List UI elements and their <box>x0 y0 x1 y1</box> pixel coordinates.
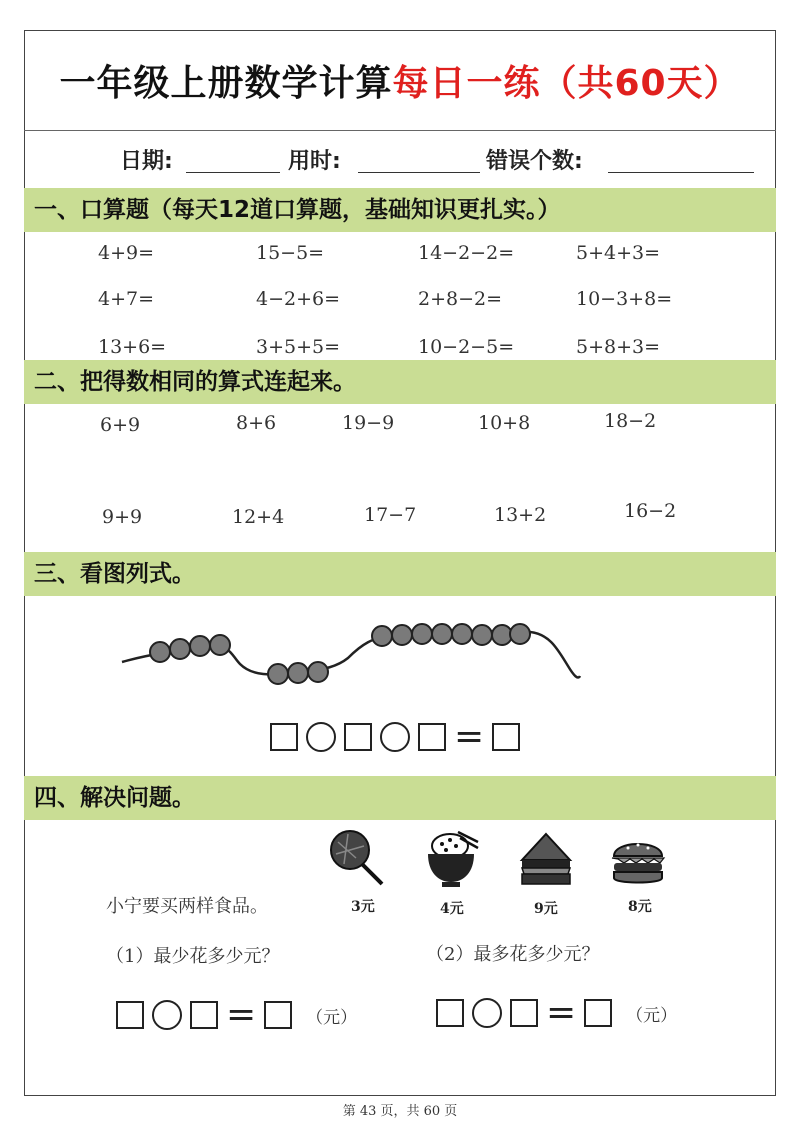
oral-problem: 4−2+6= <box>256 288 341 310</box>
time-field[interactable] <box>358 172 480 173</box>
question-1: （1）最少花多少元？ <box>106 946 280 967</box>
answer-box[interactable] <box>344 723 372 751</box>
price-label: 8元 <box>628 899 652 915</box>
date-field[interactable] <box>186 172 280 173</box>
price-label: 9元 <box>534 901 558 917</box>
oral-problem: 10−2−5= <box>418 336 515 358</box>
oral-problem: 2+8−2= <box>418 288 503 310</box>
question-2-equation <box>436 992 678 1033</box>
match-bottom-expression[interactable]: 17−7 <box>364 504 417 526</box>
errors-field[interactable] <box>608 172 754 173</box>
lollipop-icon <box>326 828 388 890</box>
answer-box[interactable] <box>584 999 612 1027</box>
equals-sign: = <box>546 992 577 1033</box>
operator-circle[interactable] <box>380 722 410 752</box>
match-bottom-expression[interactable]: 12+4 <box>232 506 285 528</box>
picture-equation <box>270 716 520 757</box>
match-top-expression[interactable]: 19−9 <box>342 412 395 434</box>
answer-box[interactable] <box>510 999 538 1027</box>
page-footer: 第 43 页，共 60 页 <box>342 1104 458 1119</box>
match-top-expression[interactable]: 18−2 <box>604 410 657 432</box>
oral-problem: 15−5= <box>256 242 325 264</box>
oral-problem: 5+8+3= <box>576 336 661 358</box>
oral-problem: 10−3+8= <box>576 288 673 310</box>
question-2: （2）最多花多少元？ <box>426 944 600 965</box>
match-bottom-expression[interactable]: 13+2 <box>494 504 547 526</box>
price-label: 3元 <box>351 899 375 915</box>
unit-label: （元） <box>306 1007 358 1028</box>
rice-bowl-icon <box>424 828 480 890</box>
answer-box[interactable] <box>264 1001 292 1029</box>
section-3-header: 三、看图列式。 <box>24 552 776 596</box>
title-main: 一年级上册数学计算 <box>59 62 393 104</box>
info-row <box>24 140 776 178</box>
divider <box>24 130 776 131</box>
match-bottom-expression[interactable]: 16−2 <box>624 500 677 522</box>
match-top-expression[interactable]: 8+6 <box>236 412 277 434</box>
sandwich-icon <box>518 830 574 888</box>
match-top-expression[interactable]: 6+9 <box>100 414 141 436</box>
equals-sign: = <box>454 716 485 757</box>
burger-icon <box>610 832 666 886</box>
time-label: 用时: <box>288 149 341 174</box>
title-highlight: 每日一练（共60天） <box>392 62 741 104</box>
price-label: 4元 <box>440 901 464 917</box>
answer-box[interactable] <box>418 723 446 751</box>
date-label: 日期: <box>120 149 173 174</box>
match-bottom-expression[interactable]: 9+9 <box>102 506 143 528</box>
oral-problem: 3+5+5= <box>256 336 341 358</box>
bead-string-picture <box>110 610 590 700</box>
oral-problem: 4+9= <box>98 242 155 264</box>
oral-problem: 13+6= <box>98 336 167 358</box>
answer-box[interactable] <box>436 999 464 1027</box>
section-2-header: 二、把得数相同的算式连起来。 <box>24 360 776 404</box>
match-top-expression[interactable]: 10+8 <box>478 412 531 434</box>
oral-problem: 14−2−2= <box>418 242 515 264</box>
question-1-equation <box>116 994 358 1035</box>
oral-problem: 4+7= <box>98 288 155 310</box>
answer-box[interactable] <box>492 723 520 751</box>
answer-box[interactable] <box>270 723 298 751</box>
problem-intro: 小宁要买两样食品。 <box>106 896 268 917</box>
oral-problem: 5+4+3= <box>576 242 661 264</box>
operator-circle[interactable] <box>306 722 336 752</box>
page-title <box>24 30 776 130</box>
unit-label: （元） <box>626 1005 678 1026</box>
section-4-header: 四、解决问题。 <box>24 776 776 820</box>
operator-circle[interactable] <box>152 1000 182 1030</box>
operator-circle[interactable] <box>472 998 502 1028</box>
answer-box[interactable] <box>190 1001 218 1029</box>
answer-box[interactable] <box>116 1001 144 1029</box>
section-1-header: 一、口算题（每天12道口算题，基础知识更扎实。） <box>24 188 776 232</box>
errors-label: 错误个数: <box>486 149 583 174</box>
equals-sign: = <box>226 994 257 1035</box>
